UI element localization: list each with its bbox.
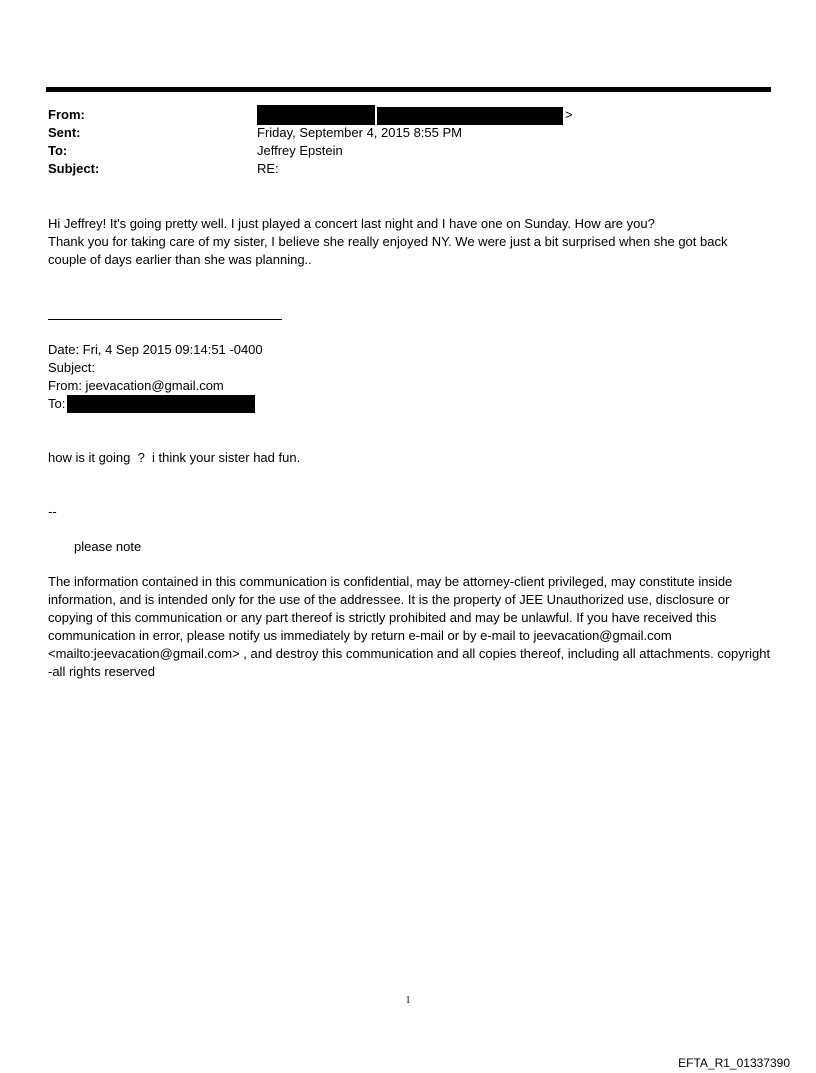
document-id: EFTA_R1_01337390 [678, 1056, 790, 1070]
quoted-from: From: jeevacation@gmail.com [48, 378, 224, 393]
please-note: please note [74, 539, 142, 554]
sent-label: Sent: [48, 125, 81, 140]
confidentiality-disclaimer: The information contained in this communication is confidential, may be attorney-client privileged, may constitute inside information, and is intended only for the use of the addressee. It is the property of JEE Unauthorized use, disclosure or copying of this communication or any part thereof is strictly prohibited and may be unlawful. If you have received this communication in error, please notify us immediately by return e-mail or by e-mail to jeevacation@gmail.com <mailto:jeevacation@gmail.com> , and destroy this communication and all copies thereof, including all attachments. copyright -all rights reserved [48, 574, 771, 679]
page-number: 1 [405, 995, 411, 1006]
subject-label: Subject: [48, 161, 100, 176]
signature-dash: -- [48, 504, 57, 519]
from-suffix: > [565, 107, 573, 122]
subject-row [48, 160, 768, 178]
from-value [257, 106, 573, 125]
quoted-message: how is it going ? i think your sister had fun. [48, 450, 301, 465]
to-row [48, 142, 768, 160]
body-line: Thank you for taking care of my sister, I believe she really enjoyed NY. We were just a bit surprised when she got back couple of days earlier than she was planning.. [48, 234, 728, 267]
quoted-subject: Subject: [48, 360, 95, 375]
from-label: From: [48, 107, 85, 122]
to-label: To: [48, 143, 68, 158]
quote-separator [48, 319, 282, 320]
email-header [48, 106, 768, 178]
from-row [48, 106, 768, 124]
quoted-to-row [48, 395, 448, 413]
body-line: Hi Jeffrey! It's going pretty well. I just played a concert last night and I have one on Sunday. How are you? [48, 216, 655, 231]
header-divider [46, 87, 771, 92]
to-value: Jeffrey Epstein [257, 143, 343, 158]
quoted-to-label: To: [48, 396, 66, 411]
sent-value: Friday, September 4, 2015 8:55 PM [257, 125, 462, 140]
email-body [48, 215, 768, 269]
quoted-date: Date: Fri, 4 Sep 2015 09:14:51 -0400 [48, 342, 263, 357]
sent-row [48, 124, 768, 142]
redaction-block [257, 105, 375, 125]
subject-value: RE: [257, 161, 279, 176]
redaction-block [377, 107, 563, 125]
redaction-block [67, 395, 255, 413]
quoted-header [48, 341, 448, 413]
